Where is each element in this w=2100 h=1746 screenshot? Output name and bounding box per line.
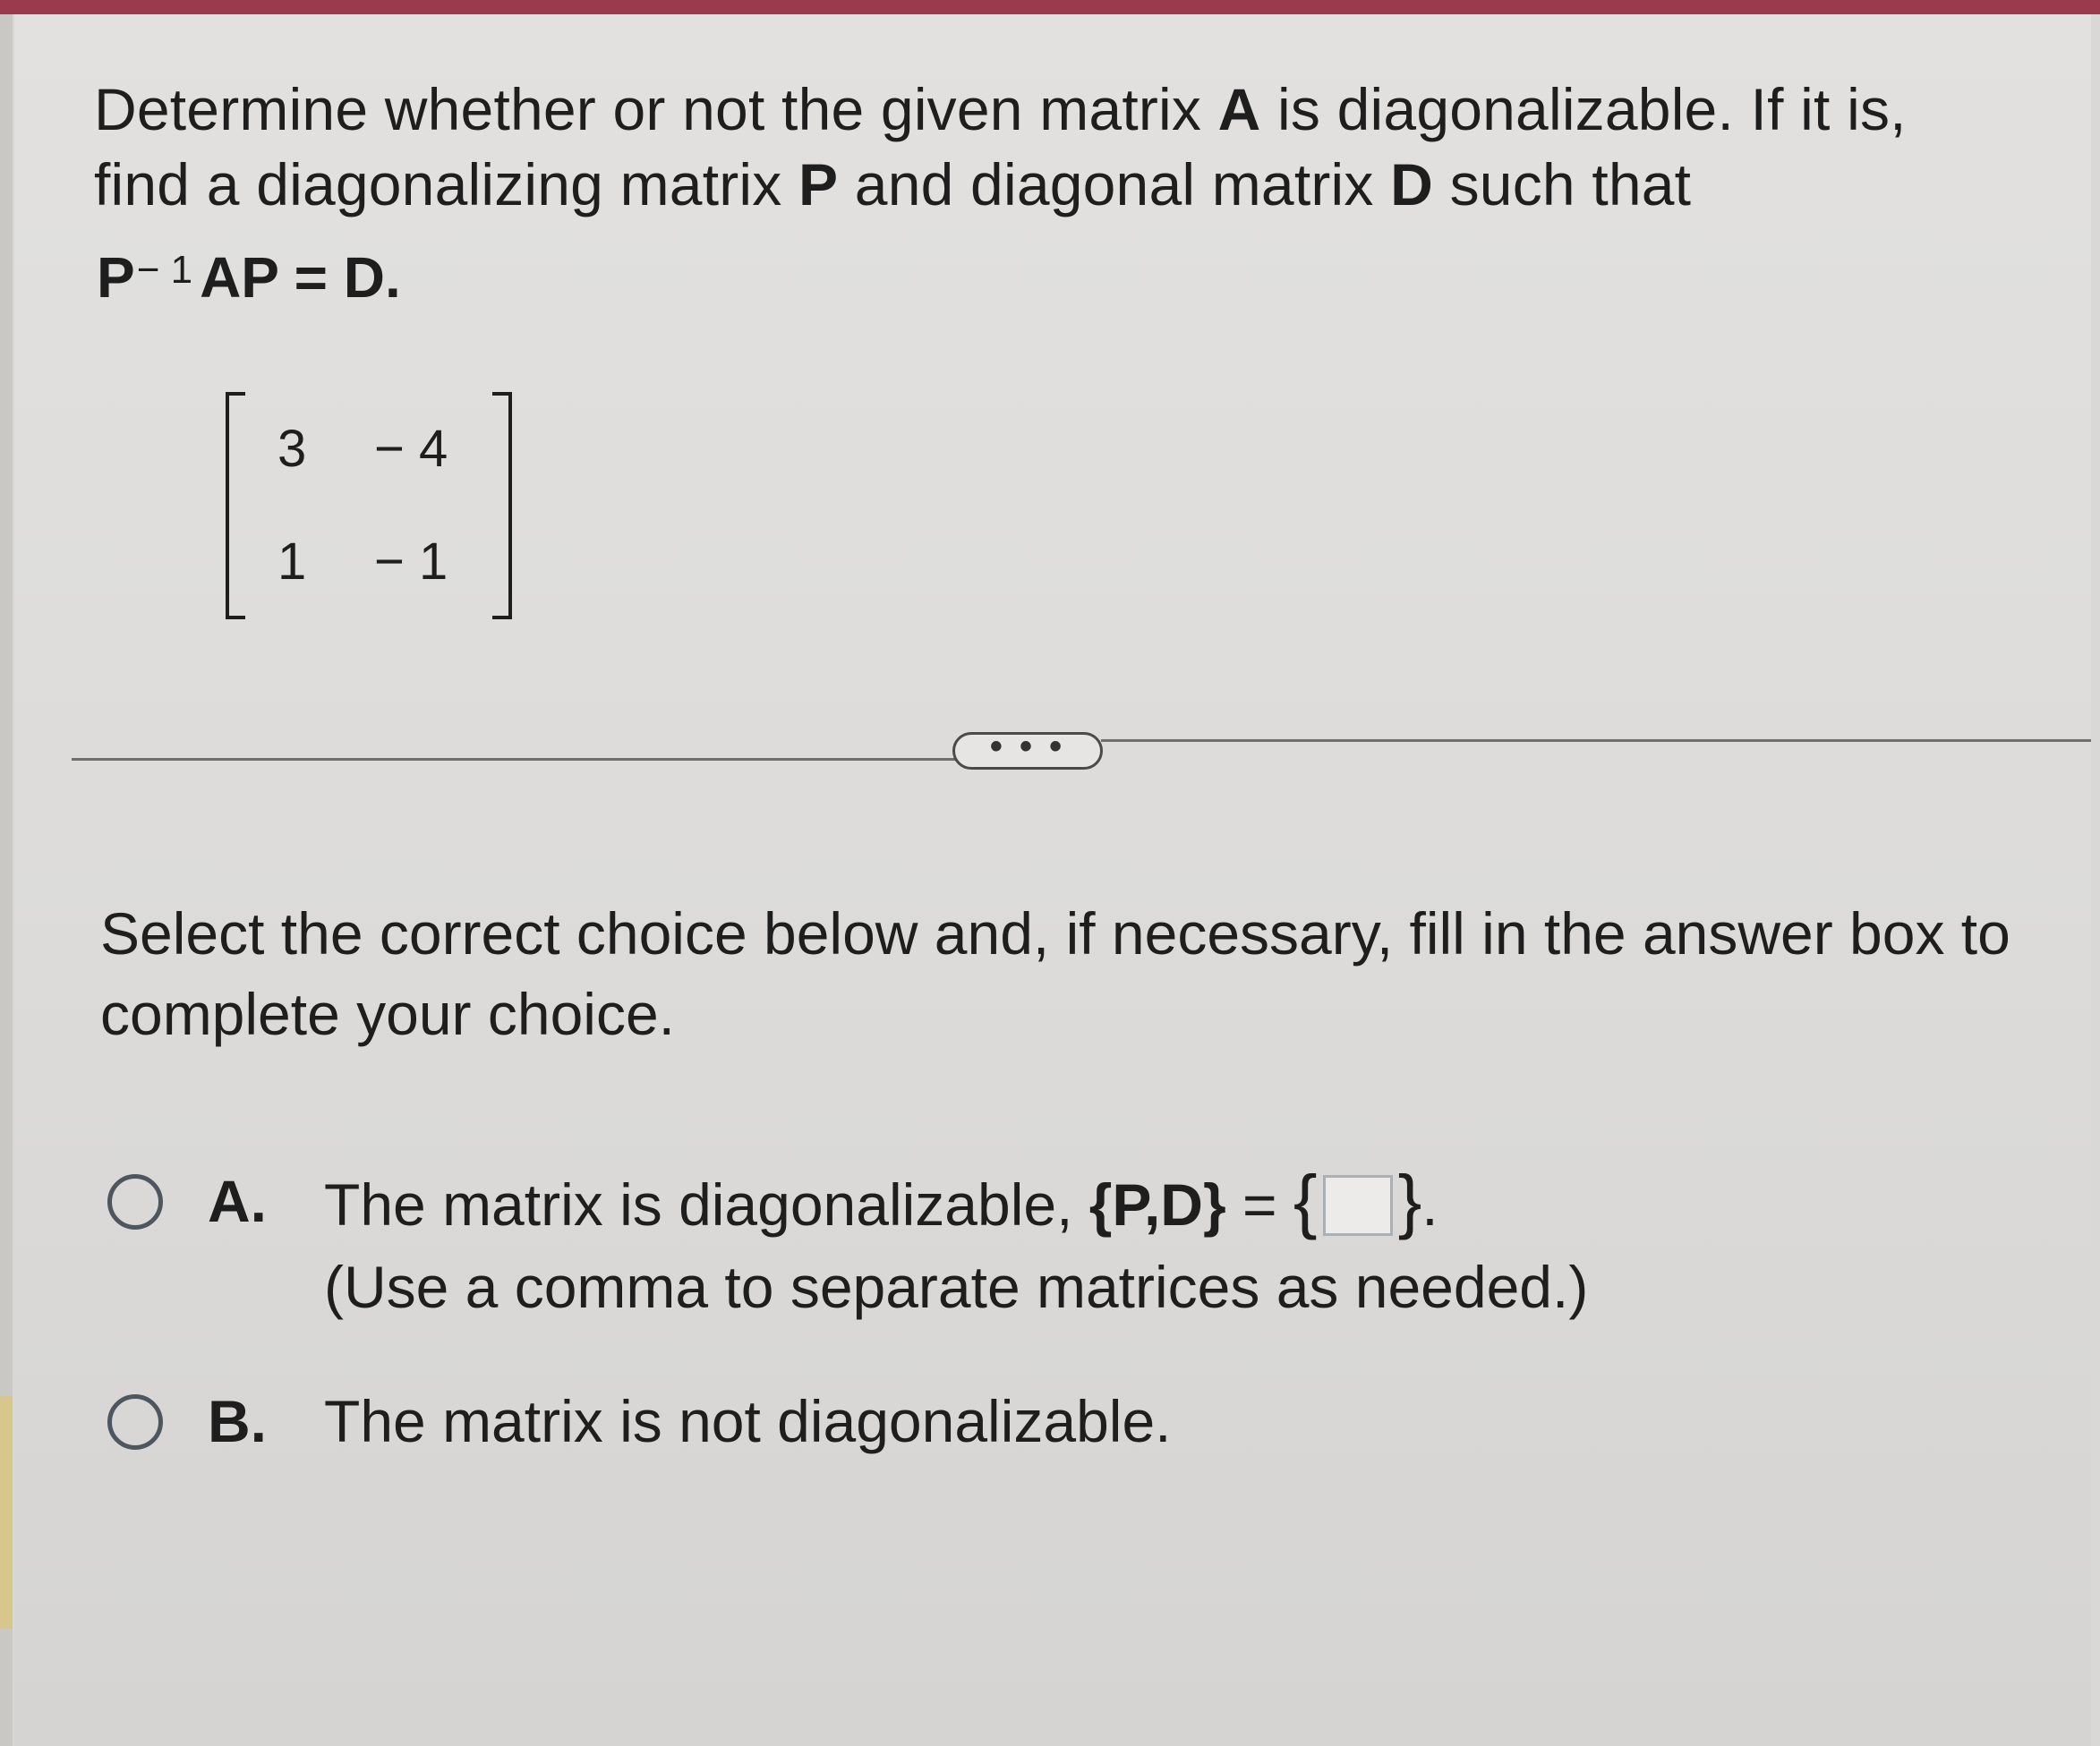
- equation-p: P: [97, 245, 135, 310]
- choice-b-text: The matrix is not diagonalizable.: [324, 1388, 1172, 1454]
- matrix-cell: 3: [277, 420, 307, 478]
- matrix-cell: 1: [277, 532, 307, 591]
- close-brace: }: [1397, 1161, 1422, 1240]
- question-text: [94, 72, 2027, 222]
- choice-b-radio[interactable]: [107, 1394, 163, 1450]
- open-brace: {: [1293, 1161, 1318, 1240]
- answer-input-box[interactable]: [1323, 1175, 1393, 1236]
- matrix-right-bracket: [492, 392, 512, 619]
- question-line1-start: Determine whether or not the given matrix: [94, 76, 1218, 142]
- choice-a-letter: A.: [208, 1168, 267, 1234]
- question-line2-start: find a diagonalizing matrix: [94, 151, 799, 217]
- choice-a-text-start: The matrix is diagonalizable,: [324, 1171, 1089, 1238]
- choice-a-equals: =: [1225, 1171, 1293, 1238]
- matrix-a-symbol: A: [1217, 76, 1261, 142]
- section-divider-left: [72, 758, 956, 761]
- instruction-text: Select the correct choice below and, if necessary, fill in the answer box to complete your choice.: [100, 900, 2010, 1047]
- more-options-button[interactable]: • • •: [952, 732, 1103, 770]
- top-bar-strip: [0, 0, 2100, 14]
- choice-b-letter: B.: [208, 1388, 267, 1454]
- matrix-a: [226, 392, 512, 619]
- choice-a-radio[interactable]: [107, 1174, 163, 1230]
- question-line1-end: is diagonalizable. If it is,: [1260, 76, 1907, 142]
- question-line2-mid: and diagonal matrix: [838, 151, 1391, 217]
- matrix-p-symbol: P: [798, 151, 839, 217]
- matrix-cell: − 1: [374, 532, 448, 591]
- choice-a-hint: (Use a comma to separate matrices as needed.): [324, 1254, 1589, 1320]
- choice-a-period: .: [1421, 1171, 1438, 1238]
- choice-a-set-label: {P,D}: [1088, 1171, 1226, 1238]
- matrix-left-bracket: [226, 392, 245, 619]
- question-line2-end: such that: [1433, 151, 1692, 217]
- equation-exponent: − 1: [136, 248, 193, 292]
- choice-a-text: [324, 1163, 1438, 1242]
- equation-rest: AP = D.: [200, 245, 401, 310]
- matrix-cell: − 4: [374, 420, 448, 478]
- left-edge-highlight: [0, 1396, 13, 1629]
- equation: [97, 240, 401, 315]
- section-divider-right: [1101, 739, 2091, 742]
- matrix-d-symbol: D: [1390, 151, 1434, 217]
